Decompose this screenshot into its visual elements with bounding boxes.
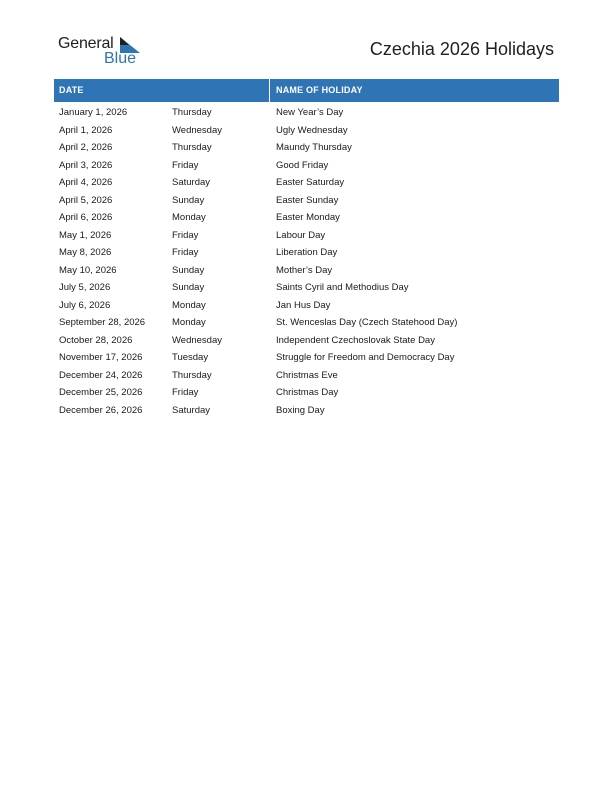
- column-header-date: DATE: [59, 85, 84, 95]
- holiday-weekday: Wednesday: [172, 334, 222, 346]
- holiday-date: July 6, 2026: [59, 299, 111, 311]
- holiday-weekday: Friday: [172, 159, 199, 171]
- logo-general-text: General: [58, 35, 114, 52]
- holiday-date: April 2, 2026: [59, 142, 113, 153]
- table-row: [54, 297, 559, 315]
- holiday-date: December 24, 2026: [59, 369, 143, 381]
- holiday-name: Independent Czechoslovak State Day: [276, 334, 435, 346]
- holiday-date: May 1, 2026: [59, 229, 112, 241]
- holiday-date: April 4, 2026: [59, 177, 113, 188]
- table-row: [54, 157, 559, 175]
- table-row: [54, 227, 559, 245]
- holiday-name: New Year’s Day: [276, 107, 344, 118]
- holidays-table: [54, 79, 559, 419]
- table-row: [54, 122, 559, 140]
- table-row: [54, 367, 559, 385]
- table-row: [54, 314, 559, 332]
- holiday-date: December 26, 2026: [59, 404, 143, 416]
- holiday-name: Struggle for Freedom and Democracy Day: [276, 352, 455, 363]
- holiday-weekday: Friday: [172, 387, 199, 398]
- holiday-name: Easter Saturday: [276, 177, 345, 188]
- table-row: [54, 104, 559, 122]
- logo: [58, 34, 148, 70]
- table-row: [54, 349, 559, 367]
- holiday-date: January 1, 2026: [59, 107, 128, 118]
- column-header-name: NAME OF HOLIDAY: [276, 85, 363, 95]
- holiday-name: Mother’s Day: [276, 264, 333, 276]
- holiday-name: Good Friday: [276, 159, 329, 171]
- table-row: [54, 209, 559, 227]
- holiday-date: April 3, 2026: [59, 159, 113, 171]
- table-row: [54, 139, 559, 157]
- holiday-name: Ugly Wednesday: [276, 124, 348, 136]
- holiday-date: November 17, 2026: [59, 352, 143, 363]
- holiday-weekday: Friday: [172, 229, 199, 241]
- holiday-weekday: Friday: [172, 247, 199, 258]
- holiday-weekday: Saturday: [172, 404, 211, 416]
- holiday-weekday: Monday: [172, 317, 206, 328]
- holiday-weekday: Sunday: [172, 194, 205, 206]
- holiday-weekday: Tuesday: [172, 352, 209, 363]
- holiday-name: Easter Sunday: [276, 194, 339, 206]
- holiday-weekday: Wednesday: [172, 124, 222, 136]
- holiday-weekday: Thursday: [172, 107, 212, 118]
- holiday-name: Jan Hus Day: [276, 299, 331, 311]
- holiday-name: Labour Day: [276, 229, 326, 241]
- holiday-weekday: Sunday: [172, 264, 205, 276]
- holiday-name: Liberation Day: [276, 247, 338, 258]
- table-row: [54, 262, 559, 280]
- holiday-date: October 28, 2026: [59, 334, 133, 346]
- holiday-date: May 8, 2026: [59, 247, 112, 258]
- holiday-name: Boxing Day: [276, 404, 325, 416]
- table-header: [54, 79, 559, 102]
- logo-blue-text: Blue: [104, 50, 137, 67]
- holiday-name: Christmas Day: [276, 387, 339, 398]
- table-row: [54, 332, 559, 350]
- holiday-name: St. Wenceslas Day (Czech Statehood Day): [276, 317, 458, 328]
- holiday-date: December 25, 2026: [59, 387, 143, 398]
- header-divider: [269, 79, 270, 102]
- holiday-name: Maundy Thursday: [276, 142, 352, 153]
- page-title: Czechia 2026 Holidays: [369, 39, 554, 59]
- holiday-date: April 5, 2026: [59, 194, 113, 206]
- table-row: [54, 279, 559, 297]
- table-row: [54, 192, 559, 210]
- table-row: [54, 402, 559, 420]
- holiday-weekday: Saturday: [172, 177, 211, 188]
- holiday-weekday: Thursday: [172, 142, 212, 153]
- holiday-date: July 5, 2026: [59, 282, 111, 293]
- holiday-weekday: Thursday: [172, 369, 212, 381]
- holiday-date: April 6, 2026: [59, 212, 113, 223]
- holiday-weekday: Monday: [172, 299, 206, 311]
- holiday-name: Christmas Eve: [276, 369, 338, 381]
- table-body: [54, 104, 559, 419]
- holiday-name: Easter Monday: [276, 212, 340, 223]
- table-row: [54, 244, 559, 262]
- holiday-weekday: Sunday: [172, 282, 205, 293]
- table-row: [54, 384, 559, 402]
- holiday-weekday: Monday: [172, 212, 206, 223]
- holiday-date: April 1, 2026: [59, 124, 113, 136]
- holiday-date: September 28, 2026: [59, 317, 146, 328]
- holiday-name: Saints Cyril and Methodius Day: [276, 282, 409, 293]
- table-row: [54, 174, 559, 192]
- holiday-date: May 10, 2026: [59, 264, 117, 276]
